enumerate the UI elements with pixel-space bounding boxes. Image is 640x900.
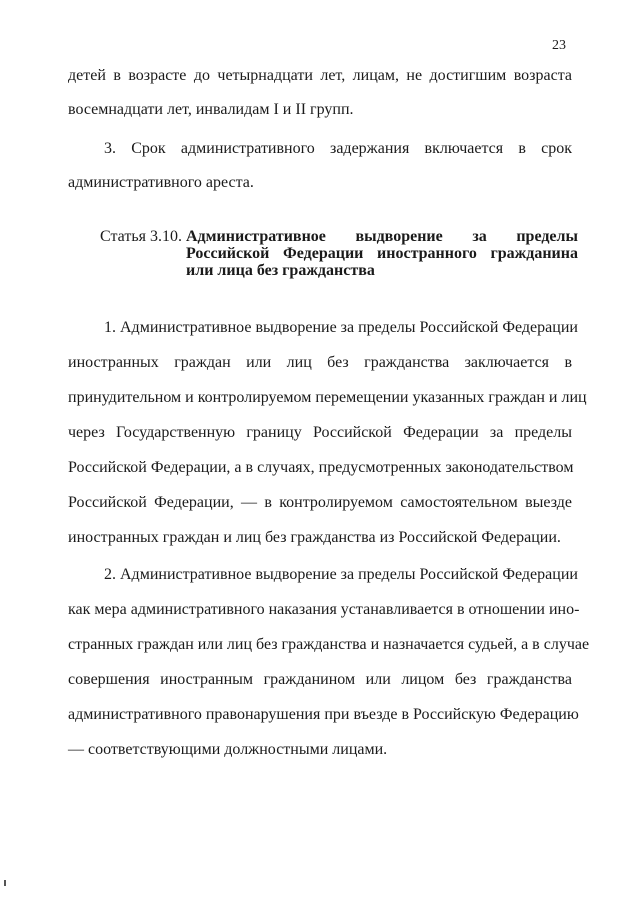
text-line: совершения иностранным гражданином или лицом без гражданства xyxy=(68,671,572,688)
text-line: 1. Административное выдворение за пределы Российской Федерации xyxy=(104,319,578,336)
text-line: как мера административного наказания устанавливается в отношении ино- xyxy=(68,601,580,618)
text-line: Российской Федерации, — в контролируемом самостоятельном выезде xyxy=(68,494,572,511)
text-line: административного ареста. xyxy=(68,174,254,191)
text-line: восемнадцати лет, инвалидам I и II групп. xyxy=(68,101,354,118)
text-line: через Государственную границу Российской Федерации за пределы xyxy=(68,424,572,441)
text-line: иностранных граждан или лиц без гражданства заключается в xyxy=(68,354,572,371)
text-line: странных граждан или лиц без гражданства и назначается судьей, а в случае xyxy=(68,636,590,653)
text-line: иностранных граждан и лиц без гражданства из Российской Федерации. xyxy=(68,529,561,546)
text-line: принудительном и контролируемом перемещении указанных граждан и лиц xyxy=(68,389,587,406)
text-line: Российской Федерации, а в случаях, предусмотренных законодательством xyxy=(68,459,574,476)
scan-artifact xyxy=(4,880,6,886)
page-number: 23 xyxy=(552,38,566,53)
text-line: 3. Срок административного задержания включается в срок xyxy=(104,140,572,157)
article-number: Статья 3.10. xyxy=(100,228,182,245)
text-line: административного правонарушения при въезде в Российскую Федерацию xyxy=(68,706,579,723)
text-line: 2. Административное выдворение за пределы Российской Федерации xyxy=(104,566,578,583)
text-line: детей в возрасте до четырнадцати лет, лицам, не достигшим возраста xyxy=(68,67,572,84)
text-line: — соответствующими должностными лицами. xyxy=(68,741,388,758)
article-title: Административное выдворение за пределы Российской Федерации иностранного гражданина или лица без гражданства xyxy=(186,228,578,279)
article-heading xyxy=(100,228,580,288)
